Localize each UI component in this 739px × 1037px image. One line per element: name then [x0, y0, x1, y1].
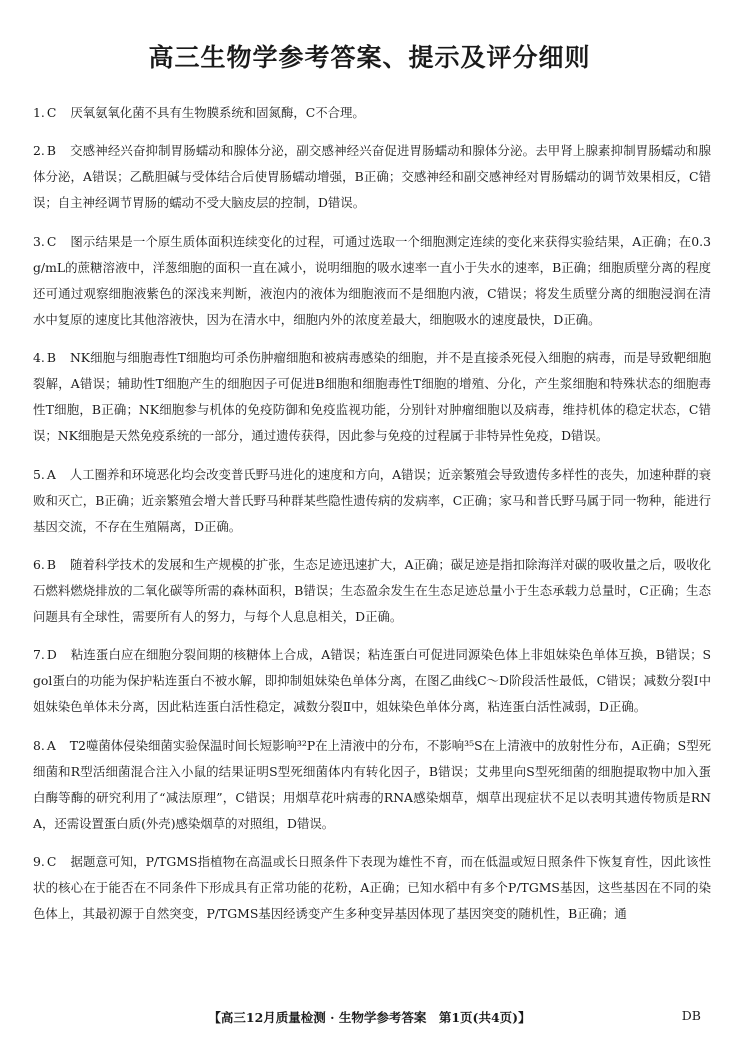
answer-list [33, 100, 711, 935]
item-number: 4. [33, 350, 45, 366]
footer-code: DB [681, 1008, 701, 1023]
footer-caption: 【高三12月质量检测 · 生物学参考答案 第1页(共4页)】 [208, 1010, 531, 1025]
item-number: 9. [33, 854, 45, 870]
answer-item [33, 733, 711, 837]
page-title: 高三生物学参考答案、提示及评分细则 [148, 43, 591, 72]
item-explanation: T2噬菌体侵染细菌实验保温时间长短影响³²P在上清液中的分布，不影响³⁵S在上清液中的放射性分布，A正确；S型死细菌和R型活细菌混合注入小鼠的结果证明S型死细菌体内有转化因子，B错误；艾弗里向S型死细菌的细胞提取物中加入蛋白酶等酶的研究利用了“减法原理”，C错误；用烟草花叶病毒的RNA感染烟草，烟草出现症状不足以表明其遗传物质是RNA，还需设置蛋白质(外壳)感染烟草的对照组，D错误。 [33, 737, 711, 831]
item-number: 5. [33, 466, 45, 482]
item-answer: D [46, 647, 57, 663]
item-explanation: 随着科学技术的发展和生产规模的扩张，生态足迹迅速扩大，A正确；碳足迹是指扣除海洋对碳的吸收量之后，吸收化石燃料燃烧排放的二氧化碳等所需的森林面积，B错误；生态盈余发生在生态足迹总量小于生态承载力总量时，C正确；生态问题具有全球性，需要所有人的努力，与每个人息息相关，D正确。 [33, 556, 711, 624]
item-answer: C [46, 105, 57, 120]
answer-item [33, 462, 711, 540]
item-explanation: 厌氧氨氧化菌不具有生物膜系统和固氮酶，C不合理。 [70, 105, 365, 120]
item-answer: B [46, 350, 56, 366]
item-explanation: 图示结果是一个原生质体面积连续变化的过程，可通过选取一个细胞测定连续的变化来获得实验结果，A正确；在0.3 g/mL的蔗糖溶液中，洋葱细胞的面积一直在减小，说明细胞的吸水速率一直小于失水的速率，B正确；细胞质壁分离的程度还可通过观察细胞液紫色的深浅来判断，液泡内的液体为细胞液而不是细胞内液，C错误；将发生质壁分离的细胞浸润在清水中复原的速度比其他溶液快，因为在清水中，细胞内外的浓度差最大，细胞吸水的速度最快，D正确。 [33, 233, 711, 327]
item-number: 1. [33, 105, 45, 120]
item-explanation: 人工圈养和环境恶化均会改变普氏野马进化的速度和方向，A错误；近亲繁殖会导致遗传多样性的丧失，加速种群的衰败和灭亡，B正确；近亲繁殖会增大普氏野马种群某些隐性遗传病的发病率，C正确；家马和普氏野马属于同一物种，能进行基因交流，不存在生殖隔离，D正确。 [33, 466, 711, 534]
item-explanation: 交感神经兴奋抑制胃肠蠕动和腺体分泌，副交感神经兴奋促进胃肠蠕动和腺体分泌。去甲肾上腺素抑制胃肠蠕动和腺体分泌，A错误；乙酰胆碱与受体结合后使胃肠蠕动增强，B正确；交感神经和副交感神经对胃肠蠕动的调节效果相反，C错误；自主神经调节胃肠的蠕动不受大脑皮层的控制，D错误。 [33, 143, 711, 211]
answer-item [33, 138, 711, 216]
item-number: 3. [33, 233, 45, 249]
item-explanation: 粘连蛋白应在细胞分裂间期的核糖体上合成，A错误；粘连蛋白可促进同源染色体上非姐妹染色单体互换，B错误；Sgol蛋白的功能为保护粘连蛋白不被水解，即抑制姐妹染色单体分离，在图乙曲线C～D阶段活性最低，C错误；减数分裂Ⅰ中姐妹染色单体未分离，因此粘连蛋白活性稳定，减数分裂Ⅱ中，姐妹染色单体分离，粘连蛋白活性减弱，D正确。 [33, 647, 711, 715]
answer-item [33, 229, 711, 333]
item-answer: C [46, 854, 57, 870]
answer-item [33, 552, 711, 630]
item-number: 2. [33, 143, 45, 159]
item-answer: A [46, 466, 56, 482]
answer-item [33, 642, 711, 720]
item-answer: B [46, 143, 56, 159]
item-explanation: 据题意可知，P/TGMS指植物在高温或长日照条件下表现为雄性不育，而在低温或短日照条件下恢复育性，因此该性状的核心在于能否在不同条件下形成具有正常功能的花粉，A正确；已知水稻中有多个P/TGMS基因，这些基因在不同的染色体上，其最初源于自然突变，P/TGMS基因经诱变产生多种变异基因体现了基因突变的随机性，B正确；通 [33, 854, 711, 922]
item-number: 8. [33, 737, 45, 753]
answer-item [33, 849, 711, 927]
page-footer [0, 1008, 739, 1028]
answer-item [33, 100, 711, 126]
item-answer: C [46, 233, 57, 249]
item-number: 7. [33, 647, 45, 663]
answer-item [33, 345, 711, 449]
item-answer: A [46, 737, 56, 753]
item-explanation: NK细胞与细胞毒性T细胞均可杀伤肿瘤细胞和被病毒感染的细胞，并不是直接杀死侵入细胞的病毒，而是导致靶细胞裂解，A错误；辅助性T细胞产生的细胞因子可促进B细胞和细胞毒性T细胞的增殖、分化，产生浆细胞和特殊状态的细胞毒性T细胞，B正确；NK细胞参与机体的免疫防御和免疫监视功能，分别针对肿瘤细胞以及病毒，维持机体的稳定状态，C错误；NK细胞是天然免疫系统的一部分，通过遗传获得，因此参与免疫的过程属于非特异性免疫，D错误。 [33, 350, 711, 444]
item-answer: B [46, 556, 56, 572]
item-number: 6. [33, 556, 45, 572]
